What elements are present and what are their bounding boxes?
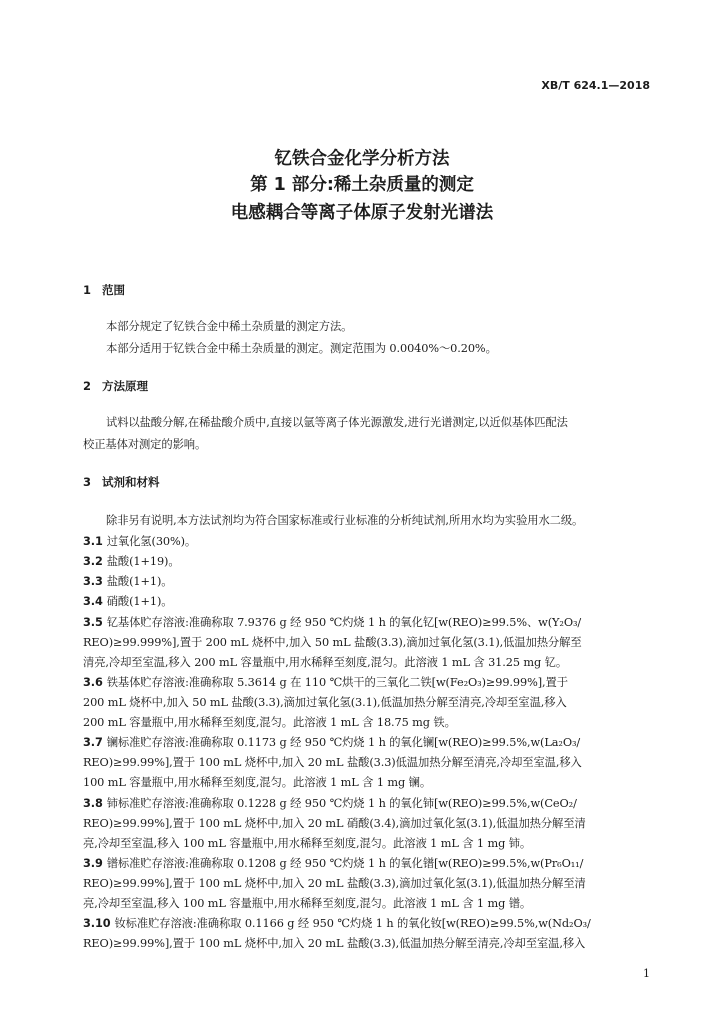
list-item [83, 855, 658, 871]
paragraph-line: 校正基体对测定的影响。 [83, 438, 207, 451]
item-number: 3.6 [83, 676, 103, 689]
section-number: 2 [83, 379, 92, 393]
item-number: 3.2 [83, 555, 103, 568]
list-item [83, 674, 658, 690]
paragraph-line: 清亮,冷却至室温,移入 200 mL 容量瓶中,用水稀释至刻度,混匀。此溶液 1 mL 含 31.25 mg 钇。 [83, 656, 568, 669]
paragraph-line: 除非另有说明,本方法试剂均为符合国家标准或行业标准的分析纯试剂,所用水均为实验用水二级。 [106, 514, 584, 527]
list-item [83, 553, 658, 569]
item-number: 3.1 [83, 535, 103, 548]
list-item [83, 915, 658, 931]
paragraph-line: 本部分规定了钇铁合金中稀土杂质量的测定方法。 [106, 320, 353, 333]
item-text: 钇基体贮存溶液:准确称取 7.9376 g 经 950 ℃灼烧 1 h 的氧化钇[w(REO)≥99.5%、w(Y₂O₃/ [106, 616, 582, 629]
section-title: 试剂和材料 [102, 475, 160, 489]
list-item [83, 593, 658, 609]
item-text: 硝酸(1+1)。 [106, 595, 173, 608]
item-number: 3.3 [83, 575, 103, 588]
item-number: 3.8 [83, 797, 103, 810]
paragraph-line: REO)≥99.999%],置于 200 mL 烧杯中,加入 50 mL 盐酸(3.3),滴加过氧化氢(3.1),低温加热分解至 [83, 636, 582, 649]
item-text: 盐酸(1+1)。 [106, 575, 173, 588]
paragraph-line: REO)≥99.99%],置于 100 mL 烧杯中,加入 20 mL 盐酸(3.3),滴加过氧化氢(3.1),低温加热分解至清 [83, 877, 586, 890]
list-item [83, 573, 658, 589]
item-text: 镧标准贮存溶液:准确称取 0.1173 g 经 950 ℃灼烧 1 h 的氧化镧[w(REO)≥99.5%,w(La₂O₃/ [106, 736, 581, 749]
list-item [83, 795, 658, 811]
standard-number: XB/T 624.1—2018 [541, 79, 650, 92]
paragraph-line: 本部分适用于钇铁合金中稀土杂质量的测定。测定范围为 0.0040%～0.20%。 [106, 342, 497, 355]
section-title: 方法原理 [102, 379, 148, 393]
document-title-line-1: 钇铁合金化学分析方法 [274, 149, 450, 169]
item-number: 3.5 [83, 616, 103, 629]
list-item [83, 734, 658, 750]
section-title: 范围 [102, 283, 125, 297]
item-number: 3.4 [83, 595, 103, 608]
paragraph-line: REO)≥99.99%],置于 100 mL 烧杯中,加入 20 mL 盐酸(3.3)低温加热分解至清亮,冷却至室温,移入 [83, 756, 582, 769]
paragraph-line: 100 mL 容量瓶中,用水稀释至刻度,混匀。此溶液 1 mL 含 1 mg 镧。 [83, 776, 432, 789]
item-number: 3.10 [83, 917, 111, 930]
item-text: 铈标准贮存溶液:准确称取 0.1228 g 经 950 ℃灼烧 1 h 的氧化铈[w(REO)≥99.5%,w(CeO₂/ [106, 797, 577, 810]
section-2-heading [83, 378, 148, 394]
paragraph-line: 200 mL 烧杯中,加入 50 mL 盐酸(3.3),滴加过氧化氢(3.1),低温加热分解至清亮,冷却至室温,移入 [83, 696, 567, 709]
item-text: 盐酸(1+19)。 [106, 555, 180, 568]
document-title-line-3: 电感耦合等离子体原子发射光谱法 [230, 203, 494, 223]
section-number: 3 [83, 475, 92, 489]
section-number: 1 [83, 283, 92, 297]
list-item [83, 533, 658, 549]
item-text: 过氧化氢(30%)。 [106, 535, 197, 548]
paragraph-line: REO)≥99.99%],置于 100 mL 烧杯中,加入 20 mL 硝酸(3.4),滴加过氧化氢(3.1),低温加热分解至清 [83, 817, 586, 830]
page-number: 1 [643, 967, 650, 980]
document-title-line-2: 第 1 部分:稀土杂质量的测定 [250, 175, 474, 195]
paragraph-line: 200 mL 容量瓶中,用水稀释至刻度,混匀。此溶液 1 mL 含 18.75 mg 铁。 [83, 716, 456, 729]
item-text: 钕标准贮存溶液:准确称取 0.1166 g 经 950 ℃灼烧 1 h 的氧化钕[w(REO)≥99.5%,w(Nd₂O₃/ [114, 917, 591, 930]
item-number: 3.7 [83, 736, 103, 749]
paragraph-line: 亮,冷却至室温,移入 100 mL 容量瓶中,用水稀释至刻度,混匀。此溶液 1 mL 含 1 mg 镨。 [83, 897, 532, 910]
paragraph-line: REO)≥99.99%],置于 100 mL 烧杯中,加入 20 mL 盐酸(3.3),低温加热分解至清亮,冷却至室温,移入 [83, 937, 586, 950]
section-1-heading [83, 282, 125, 298]
item-text: 铁基体贮存溶液:准确称取 5.3614 g 在 110 ℃烘干的三氧化二铁[w(Fe₂O₃)≥99.99%],置于 [106, 676, 568, 689]
section-3-heading [83, 474, 160, 490]
paragraph-line: 试料以盐酸分解,在稀盐酸介质中,直接以氩等离子体光源激发,进行光谱测定,以近似基体匹配法 [106, 416, 568, 429]
item-number: 3.9 [83, 857, 103, 870]
item-text: 镨标准贮存溶液:准确称取 0.1208 g 经 950 ℃灼烧 1 h 的氧化镨[w(REO)≥99.5%,w(Pr₆O₁₁/ [106, 857, 584, 870]
list-item [83, 614, 658, 630]
paragraph-line: 亮,冷却至室温,移入 100 mL 容量瓶中,用水稀释至刻度,混匀。此溶液 1 mL 含 1 mg 铈。 [83, 837, 532, 850]
